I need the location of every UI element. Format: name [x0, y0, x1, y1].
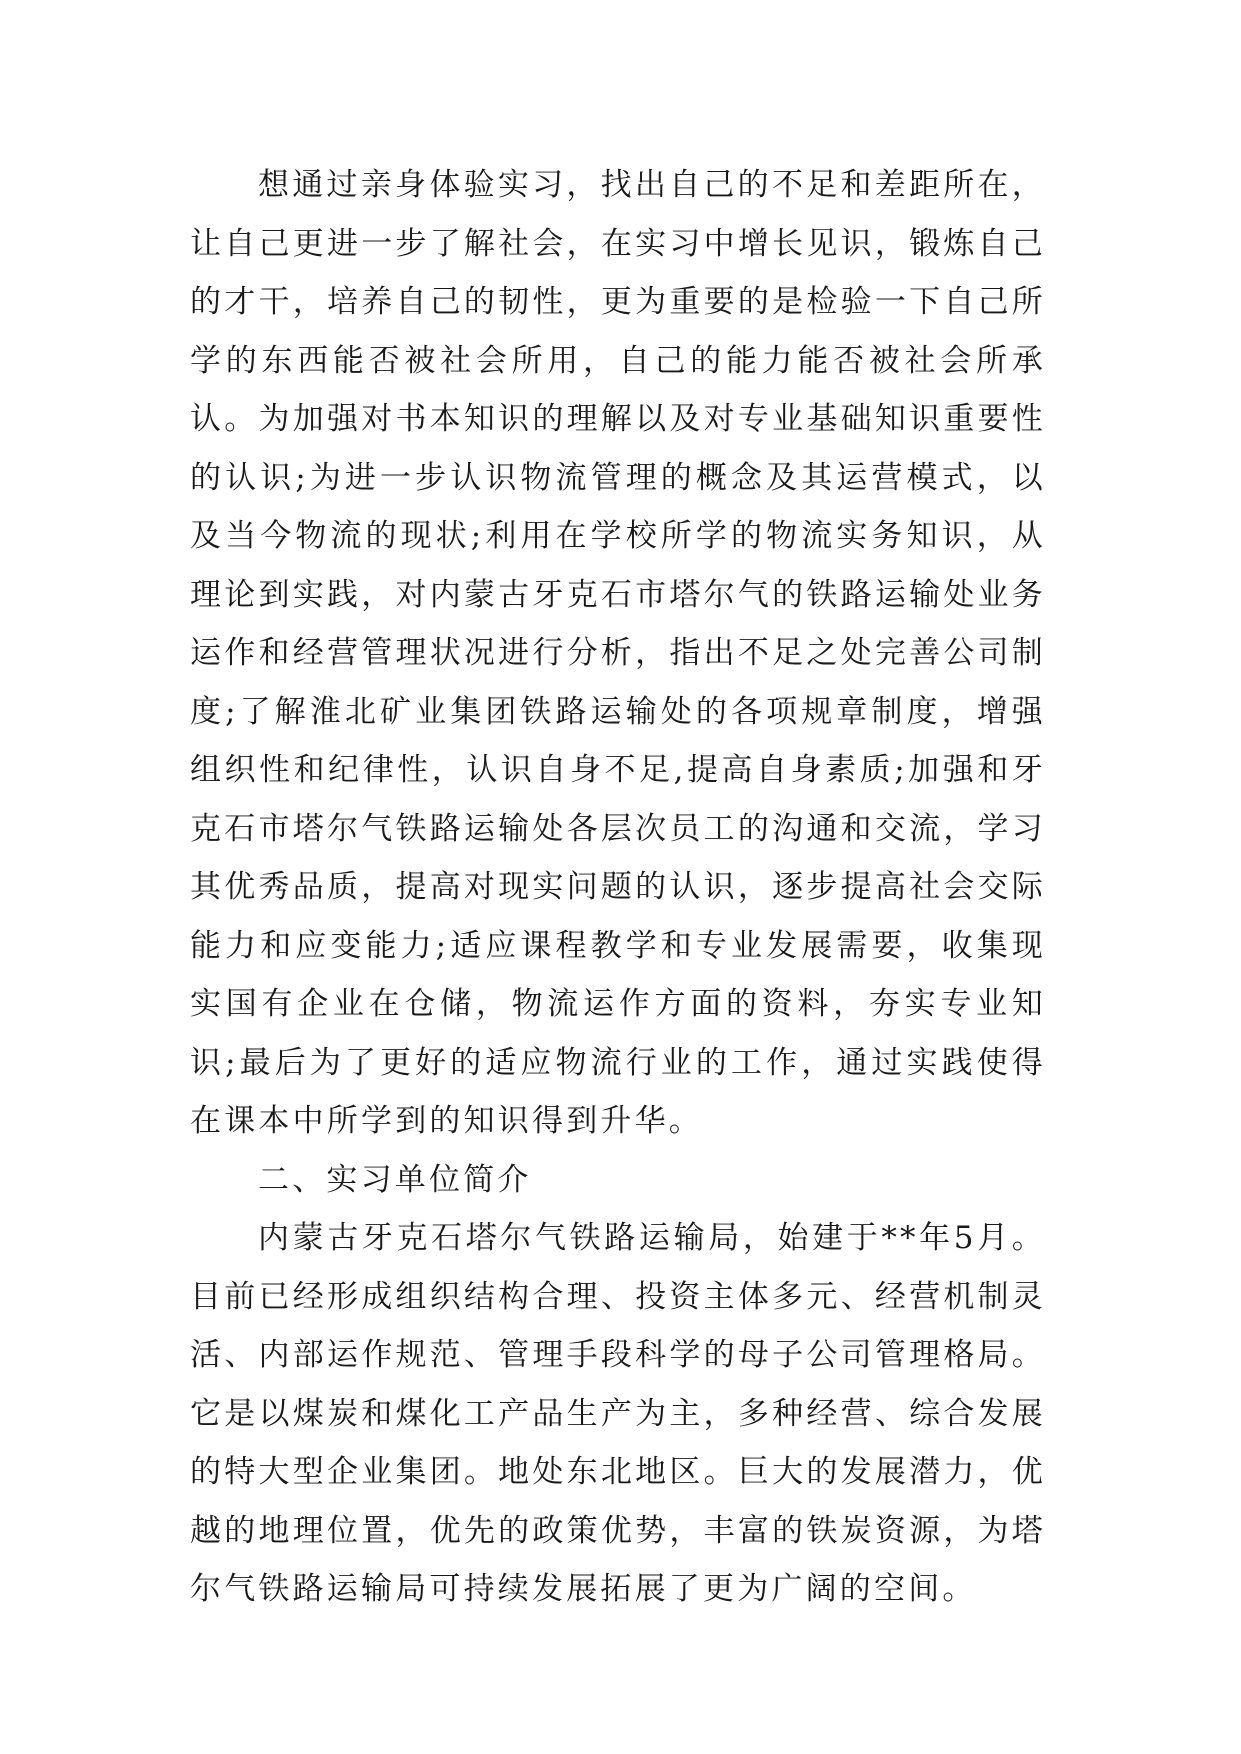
document-body [190, 156, 1046, 1619]
section-heading-internship-unit: 二、实习单位简介 [258, 1161, 532, 1198]
paragraph-internship-purpose: 想通过亲身体验实习，找出自己的不足和差距所在，让自己更进一步了解社会，在实习中增长见识，锻炼自己的才干，培养自己的韧性，更为重要的是检验一下自己所学的东西能否被社会所用，自己的能力能否被社会所承认。为加强对书本知识的理解以及对专业基础知识重要性的认识;为进一步认识物流管理的概念及其运营模式，以及当今物流的现状;利用在学校所学的物流实务知识，从理论到实践，对内蒙古牙克石市塔尔气的铁路运输处业务运作和经营管理状况进行分析，指出不足之处完善公司制度;了解淮北矿业集团铁路运输处的各项规章制度，增强组织性和纪律性，认识自身不足,提高自身素质;加强和牙克石市塔尔气铁路运输处各层次员工的沟通和交流，学习其优秀品质，提高对现实问题的认识，逐步提高社会交际能力和应变能力;适应课程教学和专业发展需要，收集现实国有企业在仓储，物流运作方面的资料，夯实专业知识;最后为了更好的适应物流行业的工作，通过实践使得在课本中所学到的知识得到升华。 [190, 167, 1046, 1139]
paragraph-unit-introduction: 内蒙古牙克石塔尔气铁路运输局，始建于**年5月。目前已经形成组织结构合理、投资主体多元、经营机制灵活、内部运作规范、管理手段科学的母子公司管理格局。它是以煤炭和煤化工产品生产为主，多种经营、综合发展的特大型企业集团。地处东北地区。巨大的发展潜力，优越的地理位置，优先的政策优势，丰富的铁炭资源，为塔尔气铁路运输局可持续发展拓展了更为广阔的空间。 [190, 1220, 1046, 1607]
